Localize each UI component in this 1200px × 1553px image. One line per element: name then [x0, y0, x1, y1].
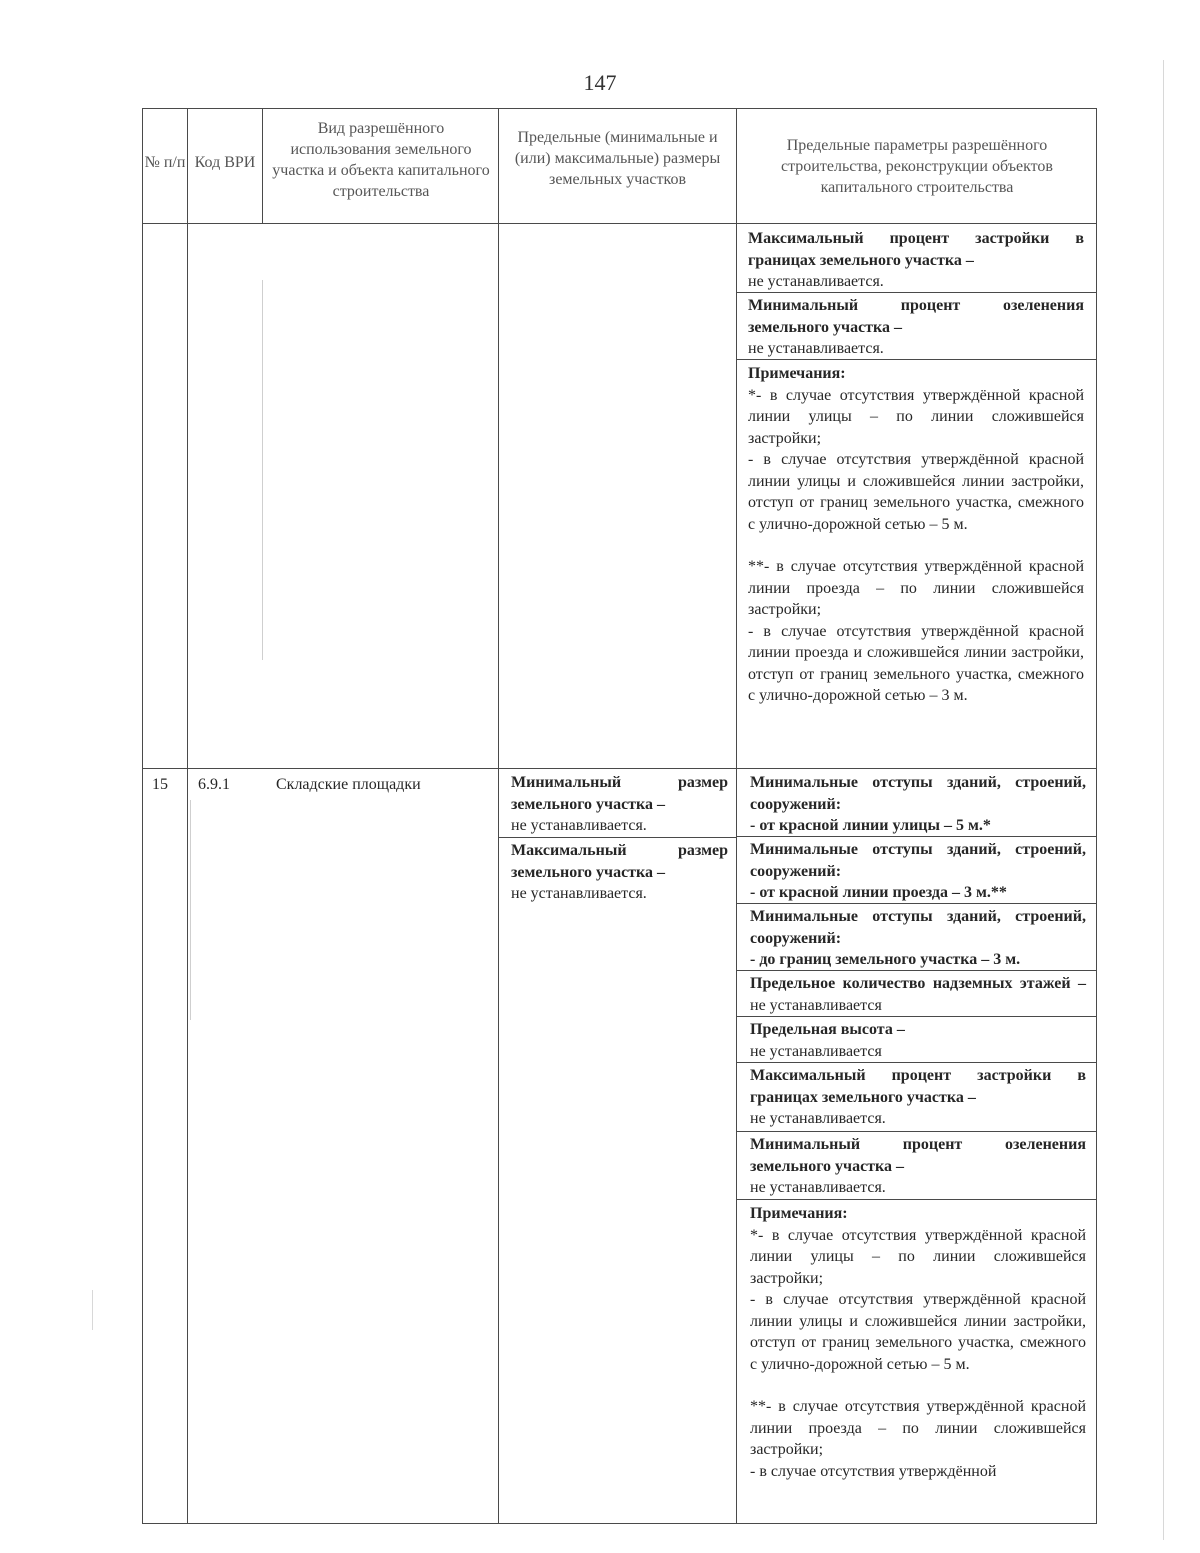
row15-param-divider-7 [736, 1199, 1097, 1200]
header-params: Предельные параметры разрешённого строительства, реконструкции объектов капитального строительства [781, 137, 1053, 196]
row15-notes-title: Примечания: [750, 1205, 848, 1222]
col-line-1 [187, 108, 188, 1524]
col-line-2 [262, 108, 263, 224]
row15-note-4: - в случае отсутствия утверждённой [750, 1462, 997, 1480]
row15-size-max: Максимальный размер земельного участка – не устанавливается. [511, 842, 728, 902]
row15-size-divider [498, 837, 736, 838]
scan-edge-right [1163, 60, 1164, 1540]
row15-param-7: Минимальный процент озеленения земельного участка – не устанавливается. [750, 1136, 1086, 1196]
col-line-2-faint [262, 280, 263, 660]
prev-param-divider-1 [736, 292, 1097, 293]
row-divider [142, 768, 1097, 769]
page-number: 147 [583, 70, 617, 95]
row15-size-min: Минимальный размер земельного участка – не устанавливается. [511, 774, 728, 834]
row15-param-2: Минимальные отступы зданий, строений, сооружений: - от красной линии проезда – 3 м.** [750, 841, 1086, 901]
col-line-3 [498, 108, 499, 1524]
prev-param-divider-2 [736, 359, 1097, 360]
row15-param-4: Предельное количество надземных этажей – не устанавливается [750, 975, 1086, 1014]
row15-param-3: Минимальные отступы зданий, строений, сооружений: - до границ земельного участка – 3 м. [750, 908, 1086, 968]
header-num: № п/п [144, 154, 186, 171]
prev-note-1: *- в случае отсутствия утверждённой красной линии улицы – по линии сложившейся застройки; [748, 386, 1084, 447]
prev-note-4: - в случае отсутствия утверждённой красной линии проезда и сложившейся линии застройки, отступ от границ земельного участка, смежного с улично-дорожной сетью – 3 м. [748, 622, 1084, 704]
col-line-4 [736, 108, 737, 1524]
row15-num: 15 [152, 776, 168, 793]
row15-note-3: **- в случае отсутствия утверждённой красной линии проезда – по линии сложившейся застройки; [750, 1398, 1086, 1458]
row15-param-divider-6 [736, 1131, 1097, 1132]
prev-note-2: - в случае отсутствия утверждённой красной линии улицы и сложившейся линии застройки, отступ от границ земельного участка, смежного с улично-дорожной сетью – 5 м. [748, 451, 1084, 533]
row15-param-divider-3 [736, 970, 1097, 971]
row15-notes [750, 1203, 1086, 1482]
row15-use: Складские площадки [276, 776, 421, 793]
row15-param-6: Максимальный процент застройки в границах земельного участка – не устанавливается. [750, 1067, 1086, 1127]
row15-param-divider-1 [736, 836, 1097, 837]
prev-note-3: **- в случае отсутствия утверждённой красной линии проезда – по линии сложившейся застройки; [748, 558, 1084, 618]
row15-param-divider-2 [736, 903, 1097, 904]
row15-note-2: - в случае отсутствия утверждённой красной линии улицы и сложившейся линии застройки, отступ от границ земельного участка, смежного с улично-дорожной сетью – 5 м. [750, 1291, 1086, 1373]
row15-param-divider-5 [736, 1062, 1097, 1063]
header-divider [142, 223, 1097, 224]
col-line-2-faint-lower [190, 800, 191, 1020]
row15-param-1: Минимальные отступы зданий, строений, сооружений: - от красной линии улицы – 5 м.* [750, 774, 1086, 834]
header-code: Код ВРИ [194, 154, 256, 171]
prev-notes-title: Примечания: [748, 365, 846, 382]
prev-param-1: Максимальный процент застройки в границах земельного участка – не устанавливается. [748, 230, 1084, 290]
row15-code: 6.9.1 [198, 776, 230, 793]
prev-notes [748, 363, 1084, 707]
row15-note-1: *- в случае отсутствия утверждённой красной линии улицы – по линии сложившейся застройки; [750, 1226, 1086, 1287]
header-use: Вид разрешённого использования земельного участка и объекта капитального строительства [272, 120, 490, 200]
header-size: Предельные (минимальные и (или) максимальные) размеры земельных участков [514, 129, 721, 188]
row15-param-divider-4 [736, 1016, 1097, 1017]
scan-edge-left [92, 1290, 93, 1330]
prev-param-2: Минимальный процент озеленения земельного участка – не устанавливается. [748, 297, 1084, 357]
row15-param-5: Предельная высота – не устанавливается [750, 1021, 905, 1060]
